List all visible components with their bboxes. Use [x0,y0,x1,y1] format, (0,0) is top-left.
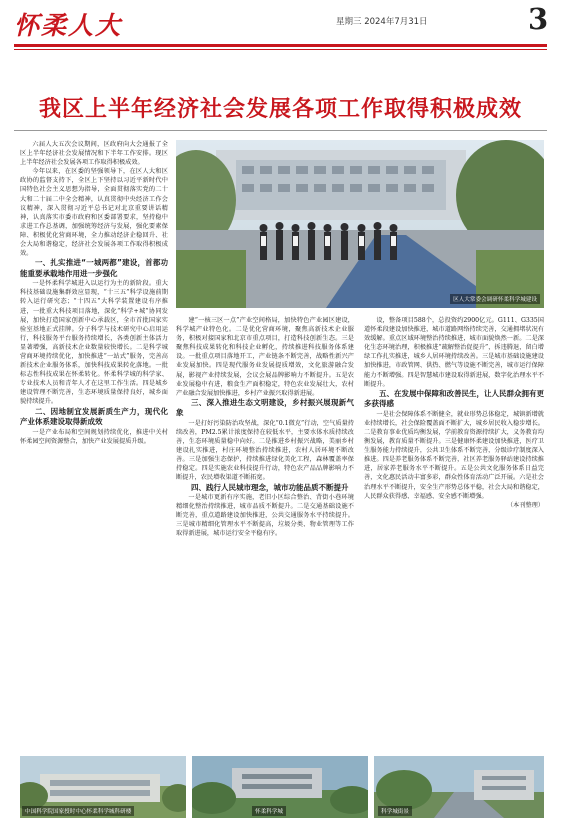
photo-street-view [374,756,544,818]
paragraph: 一是城市更新有序实施，老旧小区综合整治、背街小巷环境精细化整治持续推进，城市品质不断提升。二是交通基础设施不断完善，重点道路建设加快推进，公共交通服务水平持续提升。三是城市精细化管理水平不断提高，垃圾分类、物业管理等工作取得新进展，城市运行安全平稳有序。 [176,494,354,538]
page-headline: 我区上半年经济社会发展各项工作取得积极成效 [38,97,522,122]
paragraph: 一是打好污染防治攻坚战，深化“0.1微克”行动，空气质量持续改善，PM2.5累计浓度保持在较低水平，主要水体水质持续改善，生态环境质量稳中向好。二是推进乡村振兴战略，美丽乡村建设扎实推进，村庄环境整治持续推进，农村人居环境不断改善。三是加强生态保护，持续推进绿化美化工程，森林覆盖率保持稳定。四是实施农业科技提升行动，特色农产品品牌影响力不断提升，农民增收渠道不断拓宽。 [176,419,354,482]
photo-science-city [192,756,368,818]
paragraph: 一是怀柔科学城进入以运行为主的新阶段。重大科技基础设施集群效应显现，“十三五”科学设施前期转入运行研究态；“十四五”大科学装置建设有序推进，一批重大科技项目落地，深化“科学+城”协同发展，加快打造国家创新中心承载区，全市首批国家实验室基地正式挂牌。分子科学与技术研究中心启用运行，科技服务平台服务持续增长，各类创新主体活力显著增强，高新技术企业数量较快增长。二是科学城营商环境持续优化，加快推进“一站式”服务，完善高新技术企业服务体系，加快科技成果转化落地。一批标志性科技成果在怀柔转化。怀柔科学城的科学家、专业技术人员和青年人才在这里工作生活。四是城乡建设管理不断完善，生态环境质量保持良好，城乡面貌持续提升。 [20,280,168,406]
masthead-rule-thin [14,49,547,50]
photo-building-aerial [20,756,186,818]
photo-caption: 区人大常委会调研怀柔科学城建设 [450,294,540,304]
photo-caption: 怀柔科学城 [252,806,286,816]
paragraph: 今年以来，在区委的坚强领导下，在区人大和区政协的监督支持下，全区上下坚持以习近平新时代中国特色社会主义思想为指导，全面贯彻落实党的二十大和二十届二中全会精神，认真贯彻中央经济工作会议精神，深入贯彻习近平总书记对北京重要讲话精神，认真落实市委市政府和区委部署要求，坚持稳中求进工作总基调，加强统筹经济与发展，强化要素保障、积极优化营商环境，全力推动经济企稳回升、社会大局和谐稳定，经济社会发展各项工作取得积极成效。 [20,168,168,258]
paragraph: 六届人大五次会议期间，区政府向大会通报了全区上半年经济社会发展情况和下半年工作安排。现区上半年经济社会发展各项工作取得积极成效。 [20,141,168,167]
page-number: 3 [528,2,549,36]
photo-caption: 中国科学院国家授时中心怀柔科学城科研楼 [22,806,134,816]
masthead-rule-thick [14,44,547,47]
photo-image [176,140,544,308]
section-heading: 二、因地制宜发展新质生产力，现代化产业体系建设取得新成效 [20,406,168,427]
paragraph: 一是产业布局和空间规划持续优化，推进中关村怀柔园空间资源整合，加快产业发展提质升级。 [20,428,168,445]
newspaper-logo: 怀柔人大 [14,11,123,40]
section-heading: 四、践行人民城市理念，城市功能品质不断提升 [191,482,349,492]
section-heading: 五、在发展中保障和改善民生，让人民群众拥有更多获得感 [364,388,544,409]
article-column-2 [176,316,354,746]
article-source: （本刊整理） [506,501,544,509]
issue-date: 星期三 2024年7月31日 [336,17,428,27]
article-column-1 [20,140,168,746]
section-heading: 一、扎实推进“一城两都”建设，首都功能重要承载地作用进一步强化 [20,258,168,278]
paragraph: 设，整备项目588个，总投资约2900亿元。G111、G335国道怀柔段建设加快推进，城市道路网络持续完善，交通拥堵状况有效缓解。重点区域环境整治持续推进，城市面貌焕然一新。二是深化生态环境治理，积极推进“疏解整治促提升”，拆违腾退，留白增绿工作扎实推进，城乡人居环境持续改善。三是城市基础设施建设加快推进，市政管网、供热、燃气等设施不断完善，城市运行保障能力不断增强。四是智慧城市建设取得新进展，数字化治理水平不断提升。 [364,317,544,388]
photo-caption: 科学城街景 [378,806,412,816]
headline-rule [14,130,547,131]
photo-officials-visit [176,140,544,308]
section-heading: 三、深入推进生态文明建设，乡村振兴展现新气象 [176,397,354,418]
paragraph: 一是社会保障体系不断健全，就业形势总体稳定，城镇新增就业持续增长，社会保险覆盖面不断扩大，城乡居民收入稳步增长。二是教育事业优质均衡发展，学前教育资源持续扩大，义务教育均衡发展，教育质量不断提升。三是健康怀柔建设加快推进，医疗卫生服务能力持续提升，公共卫生体系不断完善，分级诊疗制度深入推进。四是养老服务体系不断完善，社区养老服务驿站建设持续推进，居家养老服务水平不断提升。五是公共文化服务体系日益完善，文化惠民活动丰富多彩，群众性体育活动广泛开展。六是社会治理水平不断提升，安全生产形势总体平稳，社会大局和谐稳定，人民群众获得感、幸福感、安全感不断增强。 [364,410,544,500]
masthead [0,0,561,44]
paragraph: 建“一核三区一点”产业空间格局，加快特色产业园区建设，科学城产业特色化。二是优化营商环境，聚焦高新技术企业服务，积极对接国家和北京市重点项目，打造科技创新生态。三是聚焦科技成果转化和科技企业孵化，持续推进科技服务体系建设。一批重点项目落地开工，产业链条不断完善，战略性新兴产业发展加快。四是现代服务业发展提质增效，文化旅游融合发展，影视产业持续发展，会议会展品牌影响力不断提升。五是农业发展稳中有进，粮食生产面积稳定，特色农业发展壮大，农村产业融合发展加快推进，乡村产业振兴取得新进展。 [176,317,354,397]
article-column-3 [364,316,544,746]
